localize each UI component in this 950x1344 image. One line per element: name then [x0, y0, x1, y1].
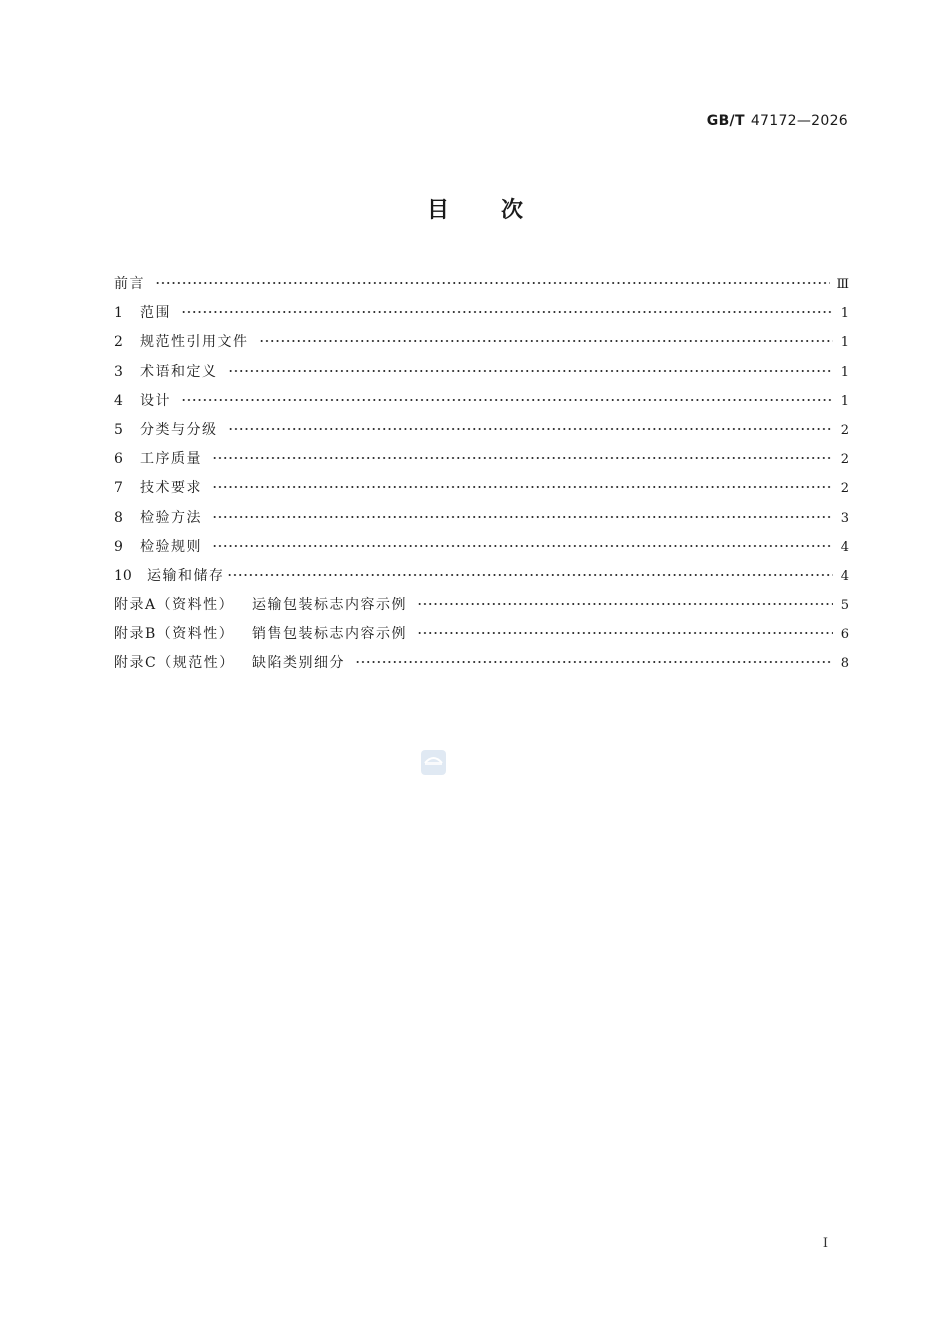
toc-item-classification[interactable] [114, 418, 849, 447]
toc-item-inspection-rules[interactable] [114, 535, 849, 564]
annex-prefix: 附录C（规范性） [114, 655, 235, 672]
toc-item-label: 技术要求 [140, 480, 202, 497]
annex-prefix: 附录B（资料性） [114, 626, 235, 643]
toc-item-page: 6 [840, 627, 849, 643]
toc-item-label: 范围 [140, 305, 171, 322]
toc-item-number: 10 [114, 567, 132, 584]
dot-leader [212, 545, 833, 547]
toc-item-page: 4 [840, 539, 849, 555]
dot-leader [228, 428, 834, 430]
toc-item-number: 5 [114, 421, 123, 438]
toc-item-number: 4 [114, 392, 123, 409]
toc-item-page: 3 [840, 510, 849, 526]
dot-leader [228, 370, 834, 372]
toc-item-label: 缺陷类别细分 [252, 655, 345, 672]
toc-title: 目次 [426, 198, 575, 223]
toc-item-page: 2 [840, 452, 849, 468]
sac-logo-band [425, 762, 442, 765]
toc-item-annex-a[interactable] [114, 593, 849, 622]
sac-logo-icon [421, 750, 446, 775]
toc-item-label: 术语和定义 [140, 363, 218, 380]
toc-item-transport-storage[interactable] [114, 564, 849, 593]
toc-item-page: 1 [840, 306, 849, 322]
toc-item-test-methods[interactable] [114, 506, 849, 535]
toc-item-page: 1 [840, 335, 849, 351]
toc-item-page: 8 [840, 656, 849, 672]
toc-item-normative-references[interactable] [114, 330, 849, 359]
dot-leader [259, 340, 834, 342]
toc-item-scope[interactable] [114, 301, 849, 330]
toc-item-number: 1 [114, 305, 123, 322]
toc-item-label: 分类与分级 [140, 421, 218, 438]
toc-item-number: 3 [114, 363, 123, 380]
toc-item-label: 运输和储存 [147, 567, 225, 584]
toc-item-annex-c[interactable] [114, 651, 849, 680]
toc-item-label: 运输包装标志内容示例 [252, 597, 407, 614]
dot-leader [181, 311, 833, 313]
toc-item-label: 检验规则 [140, 538, 202, 555]
toc-item-page: 4 [840, 568, 849, 584]
toc-item-page: 5 [840, 598, 849, 614]
toc-item-label: 检验方法 [140, 509, 202, 526]
toc-item-page: 2 [840, 481, 849, 497]
table-of-contents [114, 272, 849, 681]
standard-number: 47172—2026 [750, 113, 848, 129]
toc-item-page: Ⅲ [836, 277, 849, 292]
toc-item-label: 设计 [140, 392, 171, 409]
toc-item-label: 规范性引用文件 [140, 334, 249, 351]
toc-item-terms-definitions[interactable] [114, 360, 849, 389]
toc-item-number: 7 [114, 480, 123, 497]
dot-leader [417, 632, 833, 634]
toc-item-number: 2 [114, 334, 123, 351]
toc-item-process-quality[interactable] [114, 447, 849, 476]
toc-item-design[interactable] [114, 389, 849, 418]
toc-item-label: 销售包装标志内容示例 [252, 626, 407, 643]
dot-leader [155, 282, 830, 284]
dot-leader [212, 516, 833, 518]
page-number: I [822, 1236, 828, 1251]
toc-item-number: 8 [114, 509, 123, 526]
toc-item-label: 工序质量 [140, 451, 202, 468]
toc-item-foreword[interactable] [114, 272, 849, 301]
standard-prefix: GB/T [706, 113, 745, 129]
annex-prefix: 附录A（资料性） [114, 597, 235, 614]
toc-item-number: 9 [114, 538, 123, 555]
toc-item-annex-b[interactable] [114, 622, 849, 651]
dot-leader [355, 661, 833, 663]
standard-code [707, 113, 848, 129]
dot-leader [417, 603, 833, 605]
toc-item-page: 1 [840, 393, 849, 409]
sac-logo-graphic [421, 750, 446, 775]
toc-item-technical-requirements[interactable] [114, 476, 849, 505]
toc-item-page: 2 [840, 422, 849, 438]
dot-leader [212, 486, 833, 488]
toc-item-page: 1 [840, 364, 849, 380]
toc-item-label: 前言 [114, 276, 145, 292]
dot-leader [212, 457, 833, 459]
toc-item-number: 6 [114, 451, 123, 468]
dot-leader [181, 399, 833, 401]
dot-leader [227, 574, 834, 576]
